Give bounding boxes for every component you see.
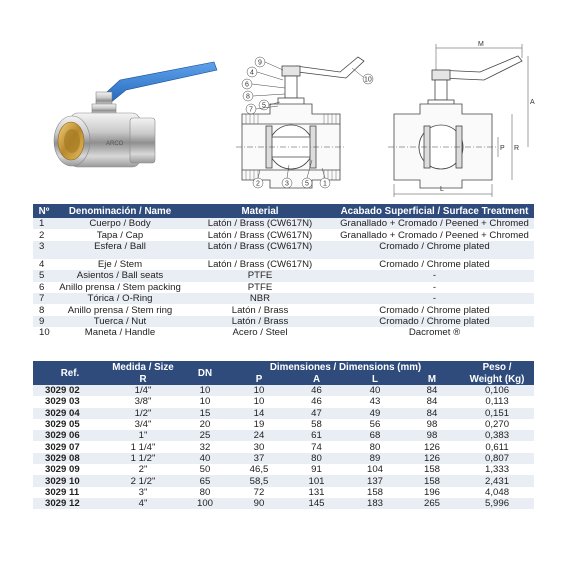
ref-code: 3029 12: [33, 498, 107, 509]
ref-code: 3029 02: [33, 385, 107, 396]
dim-p: P: [500, 145, 505, 152]
size-r: 1/4": [107, 385, 179, 396]
part-material: Latón / Brass: [185, 304, 335, 315]
dimension-drawing: [388, 44, 528, 197]
header-dimensions: Dimensiones / Dimensions (mm): [231, 361, 460, 373]
weight-value: 0,611: [460, 441, 534, 452]
callout-5: 5: [305, 180, 309, 188]
parts-row: [33, 282, 534, 293]
part-name: Tuerca / Nut: [55, 316, 185, 327]
size-r: 2 1/2": [107, 475, 179, 486]
weight-value: 0,113: [460, 396, 534, 407]
ref-code: 3029 03: [33, 396, 107, 407]
header-no: Nº: [33, 204, 55, 218]
callout-1: 1: [323, 180, 327, 188]
dim-l: L: [440, 186, 444, 193]
dim-m-value: 158: [404, 475, 460, 486]
size-r: 2": [107, 464, 179, 475]
part-number: 3: [33, 241, 55, 259]
dim-a-value: 47: [287, 408, 346, 419]
size-r: 1": [107, 430, 179, 441]
part-name: Eje / Stem: [55, 259, 185, 270]
header-dn: DN: [179, 361, 231, 385]
size-dn: 65: [179, 475, 231, 486]
part-name: Esfera / Ball: [55, 241, 185, 259]
size-r: 1 1/4": [107, 441, 179, 452]
dim-l-value: 137: [346, 475, 404, 486]
dims-row: [33, 464, 534, 475]
part-finish: Cromado / Chrome plated: [335, 304, 534, 315]
callout-7: 7: [249, 106, 253, 114]
part-number: 6: [33, 282, 55, 293]
size-dn: 50: [179, 464, 231, 475]
part-material: PTFE: [185, 282, 335, 293]
size-dn: 15: [179, 408, 231, 419]
dim-p-value: 46,5: [231, 464, 287, 475]
dim-m-value: 84: [404, 408, 460, 419]
parts-row: [33, 241, 534, 259]
callout-2: 2: [256, 180, 260, 188]
dims-row: [33, 396, 534, 407]
product-illustrations: [0, 0, 568, 198]
dim-p-value: 14: [231, 408, 287, 419]
dim-a: A: [530, 99, 535, 106]
header-r: R: [107, 373, 179, 385]
callout-9: 9: [258, 59, 262, 67]
dims-row: [33, 498, 534, 509]
part-finish: Cromado / Chrome plated: [335, 241, 534, 259]
dim-p-value: 10: [231, 385, 287, 396]
dim-p-value: 72: [231, 487, 287, 498]
size-r: 3/4": [107, 419, 179, 430]
dim-a-value: 61: [287, 430, 346, 441]
callout-6: 6: [245, 81, 249, 89]
dim-p-value: 37: [231, 453, 287, 464]
weight-value: 0,106: [460, 385, 534, 396]
ref-code: 3029 11: [33, 487, 107, 498]
ref-code: 3029 07: [33, 441, 107, 452]
parts-row: [33, 259, 534, 270]
dims-row: [33, 453, 534, 464]
dim-l-value: 56: [346, 419, 404, 430]
ref-code: 3029 09: [33, 464, 107, 475]
dim-p-value: 30: [231, 441, 287, 452]
dim-l-value: 183: [346, 498, 404, 509]
parts-table: [33, 204, 534, 339]
header-size: Medida / Size: [107, 361, 179, 373]
part-finish: Granallado + Cromado / Peened + Chromed: [335, 229, 534, 240]
header-material: Material: [185, 204, 335, 218]
size-dn: 100: [179, 498, 231, 509]
dim-p-value: 24: [231, 430, 287, 441]
part-material: NBR: [185, 293, 335, 304]
parts-body: [33, 218, 534, 339]
callout-4: 4: [250, 69, 254, 77]
dim-p-value: 10: [231, 396, 287, 407]
dim-a-value: 46: [287, 385, 346, 396]
ref-code: 3029 05: [33, 419, 107, 430]
dims-row: [33, 419, 534, 430]
dim-m-value: 196: [404, 487, 460, 498]
header-m: M: [404, 373, 460, 385]
dim-r: R: [514, 145, 520, 152]
dim-p-value: 90: [231, 498, 287, 509]
parts-header-row: [33, 204, 534, 218]
dims-header-row-2: [33, 373, 534, 385]
part-number: 8: [33, 304, 55, 315]
parts-row: [33, 327, 534, 338]
weight-value: 5,996: [460, 498, 534, 509]
dim-a-value: 74: [287, 441, 346, 452]
dim-l-value: 89: [346, 453, 404, 464]
part-material: Latón / Brass (CW617N): [185, 229, 335, 240]
parts-row: [33, 316, 534, 327]
part-number: 1: [33, 218, 55, 229]
dim-m-value: 98: [404, 419, 460, 430]
header-ref: Ref.: [33, 361, 107, 385]
part-material: PTFE: [185, 270, 335, 281]
parts-row: [33, 270, 534, 281]
header-a: A: [287, 373, 346, 385]
part-material: Latón / Brass (CW617N): [185, 218, 335, 229]
dims-row: [33, 408, 534, 419]
size-dn: 32: [179, 441, 231, 452]
part-material: Acero / Steel: [185, 327, 335, 338]
dims-row: [33, 475, 534, 486]
dim-m-value: 84: [404, 385, 460, 396]
weight-value: 0,270: [460, 419, 534, 430]
part-number: 2: [33, 229, 55, 240]
size-dn: 10: [179, 385, 231, 396]
dimensions-table: [33, 361, 534, 509]
dim-a-value: 80: [287, 453, 346, 464]
dim-a-value: 101: [287, 475, 346, 486]
dim-l-value: 40: [346, 385, 404, 396]
part-number: 7: [33, 293, 55, 304]
size-r: 1/2": [107, 408, 179, 419]
part-finish: -: [335, 270, 534, 281]
dim-p-value: 19: [231, 419, 287, 430]
part-name: Asientos / Ball seats: [55, 270, 185, 281]
header-weight: Peso /: [460, 361, 534, 373]
part-number: 4: [33, 259, 55, 270]
size-r: 4": [107, 498, 179, 509]
dim-m-value: 98: [404, 430, 460, 441]
header-finish: Acabado Superficial / Surface Treatment: [335, 204, 534, 218]
header-name: Denominación / Name: [55, 204, 185, 218]
size-dn: 25: [179, 430, 231, 441]
dim-m: M: [478, 41, 484, 48]
dim-p-value: 58,5: [231, 475, 287, 486]
weight-value: 0,807: [460, 453, 534, 464]
dim-m-value: 84: [404, 396, 460, 407]
valve-photo: [54, 62, 217, 167]
dims-row: [33, 430, 534, 441]
dim-a-value: 145: [287, 498, 346, 509]
part-finish: -: [335, 282, 534, 293]
part-number: 5: [33, 270, 55, 281]
part-finish: Dacromet ®: [335, 327, 534, 338]
dims-row: [33, 487, 534, 498]
dim-m-value: 126: [404, 453, 460, 464]
parts-row: [33, 293, 534, 304]
cross-section-drawing: [236, 57, 364, 188]
size-r: 1 1/2": [107, 453, 179, 464]
part-name: Anillo prensa / Stem ring: [55, 304, 185, 315]
callout-3: 3: [285, 180, 289, 188]
part-material: Latón / Brass: [185, 316, 335, 327]
dim-m-value: 126: [404, 441, 460, 452]
callout-8: 8: [246, 93, 250, 101]
dims-body: [33, 385, 534, 509]
dim-a-value: 46: [287, 396, 346, 407]
weight-value: 0,151: [460, 408, 534, 419]
ref-code: 3029 06: [33, 430, 107, 441]
parts-row: [33, 229, 534, 240]
part-finish: Cromado / Chrome plated: [335, 316, 534, 327]
dim-l-value: 49: [346, 408, 404, 419]
part-number: 9: [33, 316, 55, 327]
dim-m-value: 265: [404, 498, 460, 509]
dim-l-value: 43: [346, 396, 404, 407]
part-finish: Cromado / Chrome plated: [335, 259, 534, 270]
part-name: Cuerpo / Body: [55, 218, 185, 229]
size-dn: 10: [179, 396, 231, 407]
dim-a-value: 91: [287, 464, 346, 475]
part-material: Latón / Brass (CW617N): [185, 259, 335, 270]
header-l: L: [346, 373, 404, 385]
callout-5-upper: 5: [262, 102, 266, 110]
dims-row: [33, 441, 534, 452]
part-name: Maneta / Handle: [55, 327, 185, 338]
size-r: 3": [107, 487, 179, 498]
part-finish: Granallado + Cromado / Peened + Chromed: [335, 218, 534, 229]
part-finish: -: [335, 293, 534, 304]
parts-row: [33, 218, 534, 229]
header-p: P: [231, 373, 287, 385]
dim-l-value: 80: [346, 441, 404, 452]
callout-10: 10: [364, 76, 372, 84]
weight-value: 4,048: [460, 487, 534, 498]
part-name: Tórica / O-Ring: [55, 293, 185, 304]
size-dn: 20: [179, 419, 231, 430]
part-name: Anillo prensa / Stem packing: [55, 282, 185, 293]
dim-l-value: 68: [346, 430, 404, 441]
weight-value: 0,383: [460, 430, 534, 441]
dim-l-value: 158: [346, 487, 404, 498]
size-dn: 80: [179, 487, 231, 498]
ref-code: 3029 08: [33, 453, 107, 464]
ref-code: 3029 10: [33, 475, 107, 486]
body-marking: ARCO: [106, 141, 124, 147]
size-dn: 40: [179, 453, 231, 464]
dims-header-row-1: [33, 361, 534, 373]
weight-value: 2,431: [460, 475, 534, 486]
parts-row: [33, 304, 534, 315]
ref-code: 3029 04: [33, 408, 107, 419]
dim-l-value: 104: [346, 464, 404, 475]
part-material: Latón / Brass (CW617N): [185, 241, 335, 259]
header-weight-kg: Weight (Kg): [460, 373, 534, 385]
part-number: 10: [33, 327, 55, 338]
weight-value: 1,333: [460, 464, 534, 475]
size-r: 3/8": [107, 396, 179, 407]
dim-a-value: 58: [287, 419, 346, 430]
dim-a-value: 131: [287, 487, 346, 498]
part-name: Tapa / Cap: [55, 229, 185, 240]
dims-row: [33, 385, 534, 396]
dim-m-value: 158: [404, 464, 460, 475]
